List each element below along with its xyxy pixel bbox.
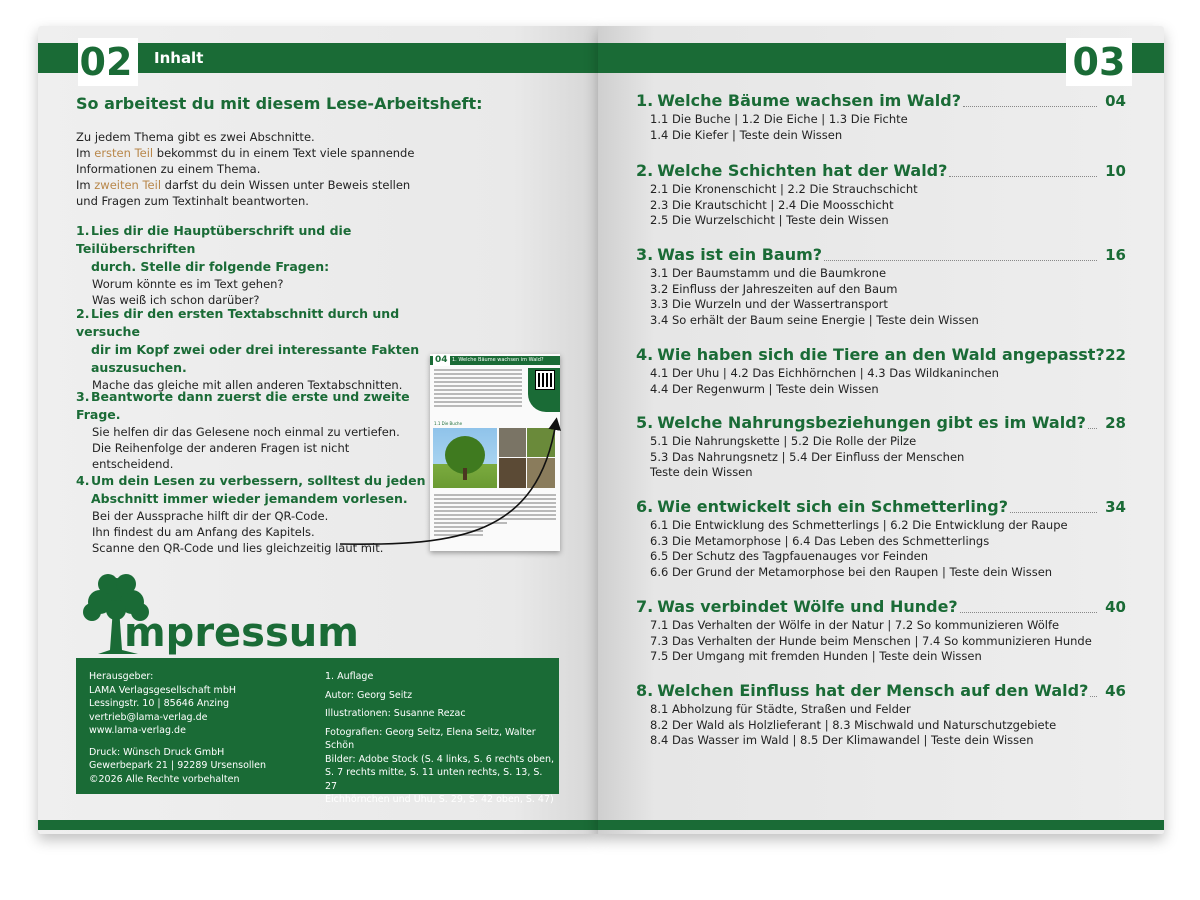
impressum-title: mpressum: [124, 610, 359, 656]
toc-leader-dots: [824, 260, 1097, 261]
toc-heading: [636, 344, 1126, 366]
impressum-line: S. 7 rechts mitte, S. 11 unten rechts, S. 13, S. 27: [325, 767, 543, 792]
toc-subsection: 2.3 Die Krautschicht | 2.4 Die Moosschicht: [650, 197, 894, 212]
toc-chapter-number: 7.: [636, 597, 654, 616]
toc-subsection: 5.1 Die Nahrungskette | 5.2 Die Rolle der Pilze: [650, 434, 917, 448]
toc-chapter-number: 6.: [636, 497, 654, 516]
toc-chapter-text: Was ist ein Baum?: [657, 245, 823, 264]
step-heading-line: durch. Stelle dir folgende Fragen:: [91, 259, 330, 274]
intro-line: Zu jedem Thema gibt es zwei Abschnitte.: [76, 130, 315, 144]
step-number: 1.: [76, 223, 90, 238]
toc-chapter-number: 3.: [636, 245, 654, 264]
impressum-line: Illustrationen: Susanne Rezac: [325, 708, 466, 719]
toc-entry: [636, 344, 1126, 397]
toc-heading: [636, 596, 1126, 618]
toc-page-number: 28: [1105, 414, 1126, 432]
toc-subsection: 4.4 Der Regenwurm | Teste dein Wissen: [650, 381, 879, 396]
bottom-band: [598, 820, 1164, 830]
toc-subsection: 6.3 Die Metamorphose | 6.4 Das Leben des Schmetterlings: [650, 533, 990, 548]
toc-chapter-title: [636, 160, 947, 182]
step-heading: [76, 305, 456, 341]
toc-chapter-title: [636, 344, 1105, 366]
toc-page-number: 46: [1105, 682, 1126, 700]
toc-chapter-text: Wie haben sich die Tiere an den Wald angepasst?: [657, 345, 1105, 364]
toc-leader-dots: [1088, 428, 1097, 429]
toc-entry: [636, 160, 1126, 229]
impressum-line: Herausgeber:: [89, 671, 154, 682]
toc-chapter-text: Welche Schichten hat der Wald?: [657, 161, 948, 180]
toc-heading: [636, 496, 1126, 518]
impressum-line: Eichhörnchen und Uhu, S. 29, S. 42 oben, S. 47): [325, 794, 554, 805]
impressum-line: Fotografien: Georg Seitz, Elena Seitz, Walter Schön: [325, 726, 536, 751]
intro-text: [76, 129, 476, 209]
step-text: Bei der Aussprache hilft dir der QR-Code.: [92, 509, 329, 523]
toc-leader-dots: [960, 612, 1097, 613]
toc-chapter-text: Was verbindet Wölfe und Hunde?: [657, 597, 958, 616]
intro-fragment: bekommst du in einem Text viele spannende: [153, 146, 415, 160]
step-heading-line: Abschnitt immer wieder jemandem vorlesen.: [91, 491, 408, 506]
step-text: Mache das gleiche mit allen anderen Textabschnitten.: [92, 378, 403, 392]
thumbnail-subtitle: 1.1 Die Buche: [434, 421, 463, 426]
left-page: [38, 26, 598, 834]
credits-info: [325, 670, 555, 807]
intro-line: Informationen zu einem Thema.: [76, 162, 261, 176]
thumbnail-page-number: 04: [435, 355, 448, 365]
impressum-line: Druck: Wünsch Druck GmbH: [89, 746, 225, 758]
page-number: 02: [78, 38, 138, 86]
highlight-first-part: ersten Teil: [94, 146, 154, 160]
toc-chapter-title: [636, 496, 1008, 518]
page-number: 03: [1066, 38, 1132, 86]
intro-line: [76, 177, 476, 193]
step-text: Scanne den QR-Code und lies gleichzeitig laut mit.: [92, 541, 384, 555]
toc-page-number: 40: [1105, 598, 1126, 616]
step-text: Sie helfen dir das Gelesene noch einmal zu vertiefen.: [92, 425, 400, 439]
toc-page-number: 10: [1105, 162, 1126, 180]
toc-chapter-title: [636, 90, 961, 112]
toc-page-number: 22: [1105, 346, 1126, 364]
toc-heading: [636, 90, 1126, 112]
toc-entry: [636, 496, 1126, 580]
toc-entry: [636, 596, 1126, 665]
bottom-band: [38, 820, 598, 830]
toc-entry: [636, 244, 1126, 328]
step-heading-line: dir im Kopf zwei oder drei interessante Fakten: [91, 342, 420, 357]
toc-subsection: 8.1 Abholzung für Städte, Straßen und Felder: [650, 702, 911, 716]
step-number: 3.: [76, 389, 90, 404]
toc-heading: [636, 160, 1126, 182]
toc-leader-dots: [1010, 512, 1097, 513]
intro-fragment: darfst du dein Wissen unter Beweis stellen: [161, 178, 411, 192]
toc-chapter-text: Welche Bäume wachsen im Wald?: [657, 91, 962, 110]
toc-subsection: 6.5 Der Schutz des Tagpfauenauges vor Feinden: [650, 549, 928, 563]
impressum-line: Bilder: Adobe Stock (S. 4 links, S. 6 rechts oben,: [325, 753, 554, 765]
toc-chapter-number: 8.: [636, 681, 654, 700]
toc-page-number: 04: [1105, 92, 1126, 110]
step-heading-line: Lies dir den ersten Textabschnitt durch und versuche: [76, 306, 400, 339]
toc-chapter-title: [636, 244, 822, 266]
step-number: 2.: [76, 306, 90, 321]
toc-heading: [636, 680, 1126, 702]
step-heading-line: Um dein Lesen zu verbessern, solltest du jeden: [91, 473, 426, 488]
intro-title: So arbeitest du mit diesem Lese-Arbeitsheft:: [76, 94, 483, 113]
toc-chapter-title: [636, 596, 958, 618]
toc-leader-dots: [949, 176, 1097, 177]
impressum-line: vertrieb@lama-verlag.de: [89, 711, 208, 723]
toc-subsection: 5.3 Das Nahrungsnetz | 5.4 Der Einfluss der Menschen: [650, 449, 965, 464]
toc-chapter-title: [636, 680, 1088, 702]
impressum-box: [76, 658, 559, 805]
impressum-line: Gewerbepark 21 | 92289 Ursensollen: [89, 760, 267, 771]
step-heading-line: Beantworte dann zuerst die erste und zweite Frage.: [76, 389, 410, 422]
spacer: [89, 738, 309, 746]
step-text: Worum könnte es im Text gehen?: [92, 277, 284, 291]
toc-subsection: 3.4 So erhält der Baum seine Energie | Teste dein Wissen: [650, 312, 979, 327]
step-2: [76, 305, 456, 393]
toc-subsection: 8.2 Der Wald als Holzlieferant | 8.3 Mischwald und Naturschutzgebiete: [650, 717, 1057, 732]
toc-chapter-text: Welchen Einfluss hat der Mensch auf den Wald?: [657, 681, 1089, 700]
intro-line: [76, 145, 476, 161]
toc-leader-dots: [1090, 696, 1097, 697]
impressum-line: Autor: Georg Seitz: [325, 689, 413, 701]
intro-fragment: Im: [76, 178, 95, 192]
toc-leader-dots: [963, 106, 1097, 107]
toc-chapter-title: [636, 412, 1086, 434]
pointer-arrow-icon: [338, 386, 568, 566]
impressum-line: 1. Auflage: [325, 671, 374, 682]
step-number: 4.: [76, 473, 90, 488]
impressum-line: Lessingstr. 10 | 85646 Anzing: [89, 698, 230, 709]
toc-subsection: 6.1 Die Entwicklung des Schmetterlings | 6.2 Die Entwicklung der Raupe: [650, 518, 1068, 532]
toc-chapter-number: 4.: [636, 345, 654, 364]
toc-heading: [636, 412, 1126, 434]
toc-chapter-number: 5.: [636, 413, 654, 432]
toc-subsection: 3.3 Die Wurzeln und der Wassertransport: [650, 297, 888, 311]
toc-subsection: 7.1 Das Verhalten der Wölfe in der Natur | 7.2 So kommunizieren Wölfe: [650, 618, 1060, 632]
impressum-line: LAMA Verlagsgesellschaft mbH: [89, 684, 236, 696]
toc-subsection: Teste dein Wissen: [650, 465, 753, 479]
toc-chapter-number: 2.: [636, 161, 654, 180]
intro-line: und Fragen zum Textinhalt beantworten.: [76, 194, 309, 208]
intro-fragment: Im: [76, 146, 95, 160]
toc-subsection: 6.6 Der Grund der Metamorphose bei den Raupen | Teste dein Wissen: [650, 564, 1053, 579]
thumbnail-title: 1. Welche Bäume wachsen im Wald?: [452, 357, 544, 363]
step-heading-line: auszusuchen.: [91, 360, 187, 375]
step-text: Was weiß ich schon darüber?: [92, 293, 260, 307]
toc-entry: [636, 680, 1126, 749]
step-1: [76, 222, 436, 308]
toc-subsection: 2.5 Die Wurzelschicht | Teste dein Wissen: [650, 213, 889, 227]
toc-heading: [636, 244, 1126, 266]
step-heading: [76, 222, 436, 258]
toc-page-number: 16: [1105, 246, 1126, 264]
toc-chapter-text: Welche Nahrungsbeziehungen gibt es im Wald?: [657, 413, 1086, 432]
toc-subsection: 8.4 Das Wasser im Wald | 8.5 Der Klimawandel | Teste dein Wissen: [650, 733, 1034, 747]
toc-subsection: 3.2 Einfluss der Jahreszeiten auf den Baum: [650, 281, 898, 296]
step-text: Die Reihenfolge der anderen Fragen ist nicht: [92, 441, 350, 455]
toc-entry: [636, 412, 1126, 481]
toc-page-number: 34: [1105, 498, 1126, 516]
highlight-second-part: zweiten Teil: [94, 178, 162, 192]
toc-chapter-number: 1.: [636, 91, 654, 110]
toc-subsection: 2.1 Die Kronenschicht | 2.2 Die Strauchschicht: [650, 182, 918, 196]
publisher-info: [89, 670, 309, 786]
toc-subsection: 7.5 Der Umgang mit fremden Hunden | Teste dein Wissen: [650, 649, 982, 663]
step-text: entscheidend.: [92, 457, 174, 471]
impressum-line: www.lama-verlag.de: [89, 725, 186, 736]
page-title: Inhalt: [154, 49, 204, 67]
toc-subsection: 4.1 Der Uhu | 4.2 Das Eichhörnchen | 4.3 Das Wildkaninchen: [650, 366, 999, 380]
toc-subsection: 1.1 Die Buche | 1.2 Die Eiche | 1.3 Die Fichte: [650, 112, 908, 126]
toc-chapter-text: Wie entwickelt sich ein Schmetterling?: [657, 497, 1008, 516]
right-page: [598, 26, 1164, 834]
toc-subsection: 7.3 Das Verhalten der Hunde beim Menschen | 7.4 So kommunizieren Hunde: [650, 633, 1092, 648]
impressum-line: ©2026 Alle Rechte vorbehalten: [89, 773, 240, 785]
toc-entry: [636, 90, 1126, 143]
step-text: Ihn findest du am Anfang des Kapitels.: [92, 525, 315, 539]
toc-subsection: 3.1 Der Baumstamm und die Baumkrone: [650, 266, 887, 280]
toc-subsection: 1.4 Die Kiefer | Teste dein Wissen: [650, 127, 843, 142]
step-heading-line: Lies dir die Hauptüberschrift und die Teilüberschriften: [76, 223, 352, 256]
